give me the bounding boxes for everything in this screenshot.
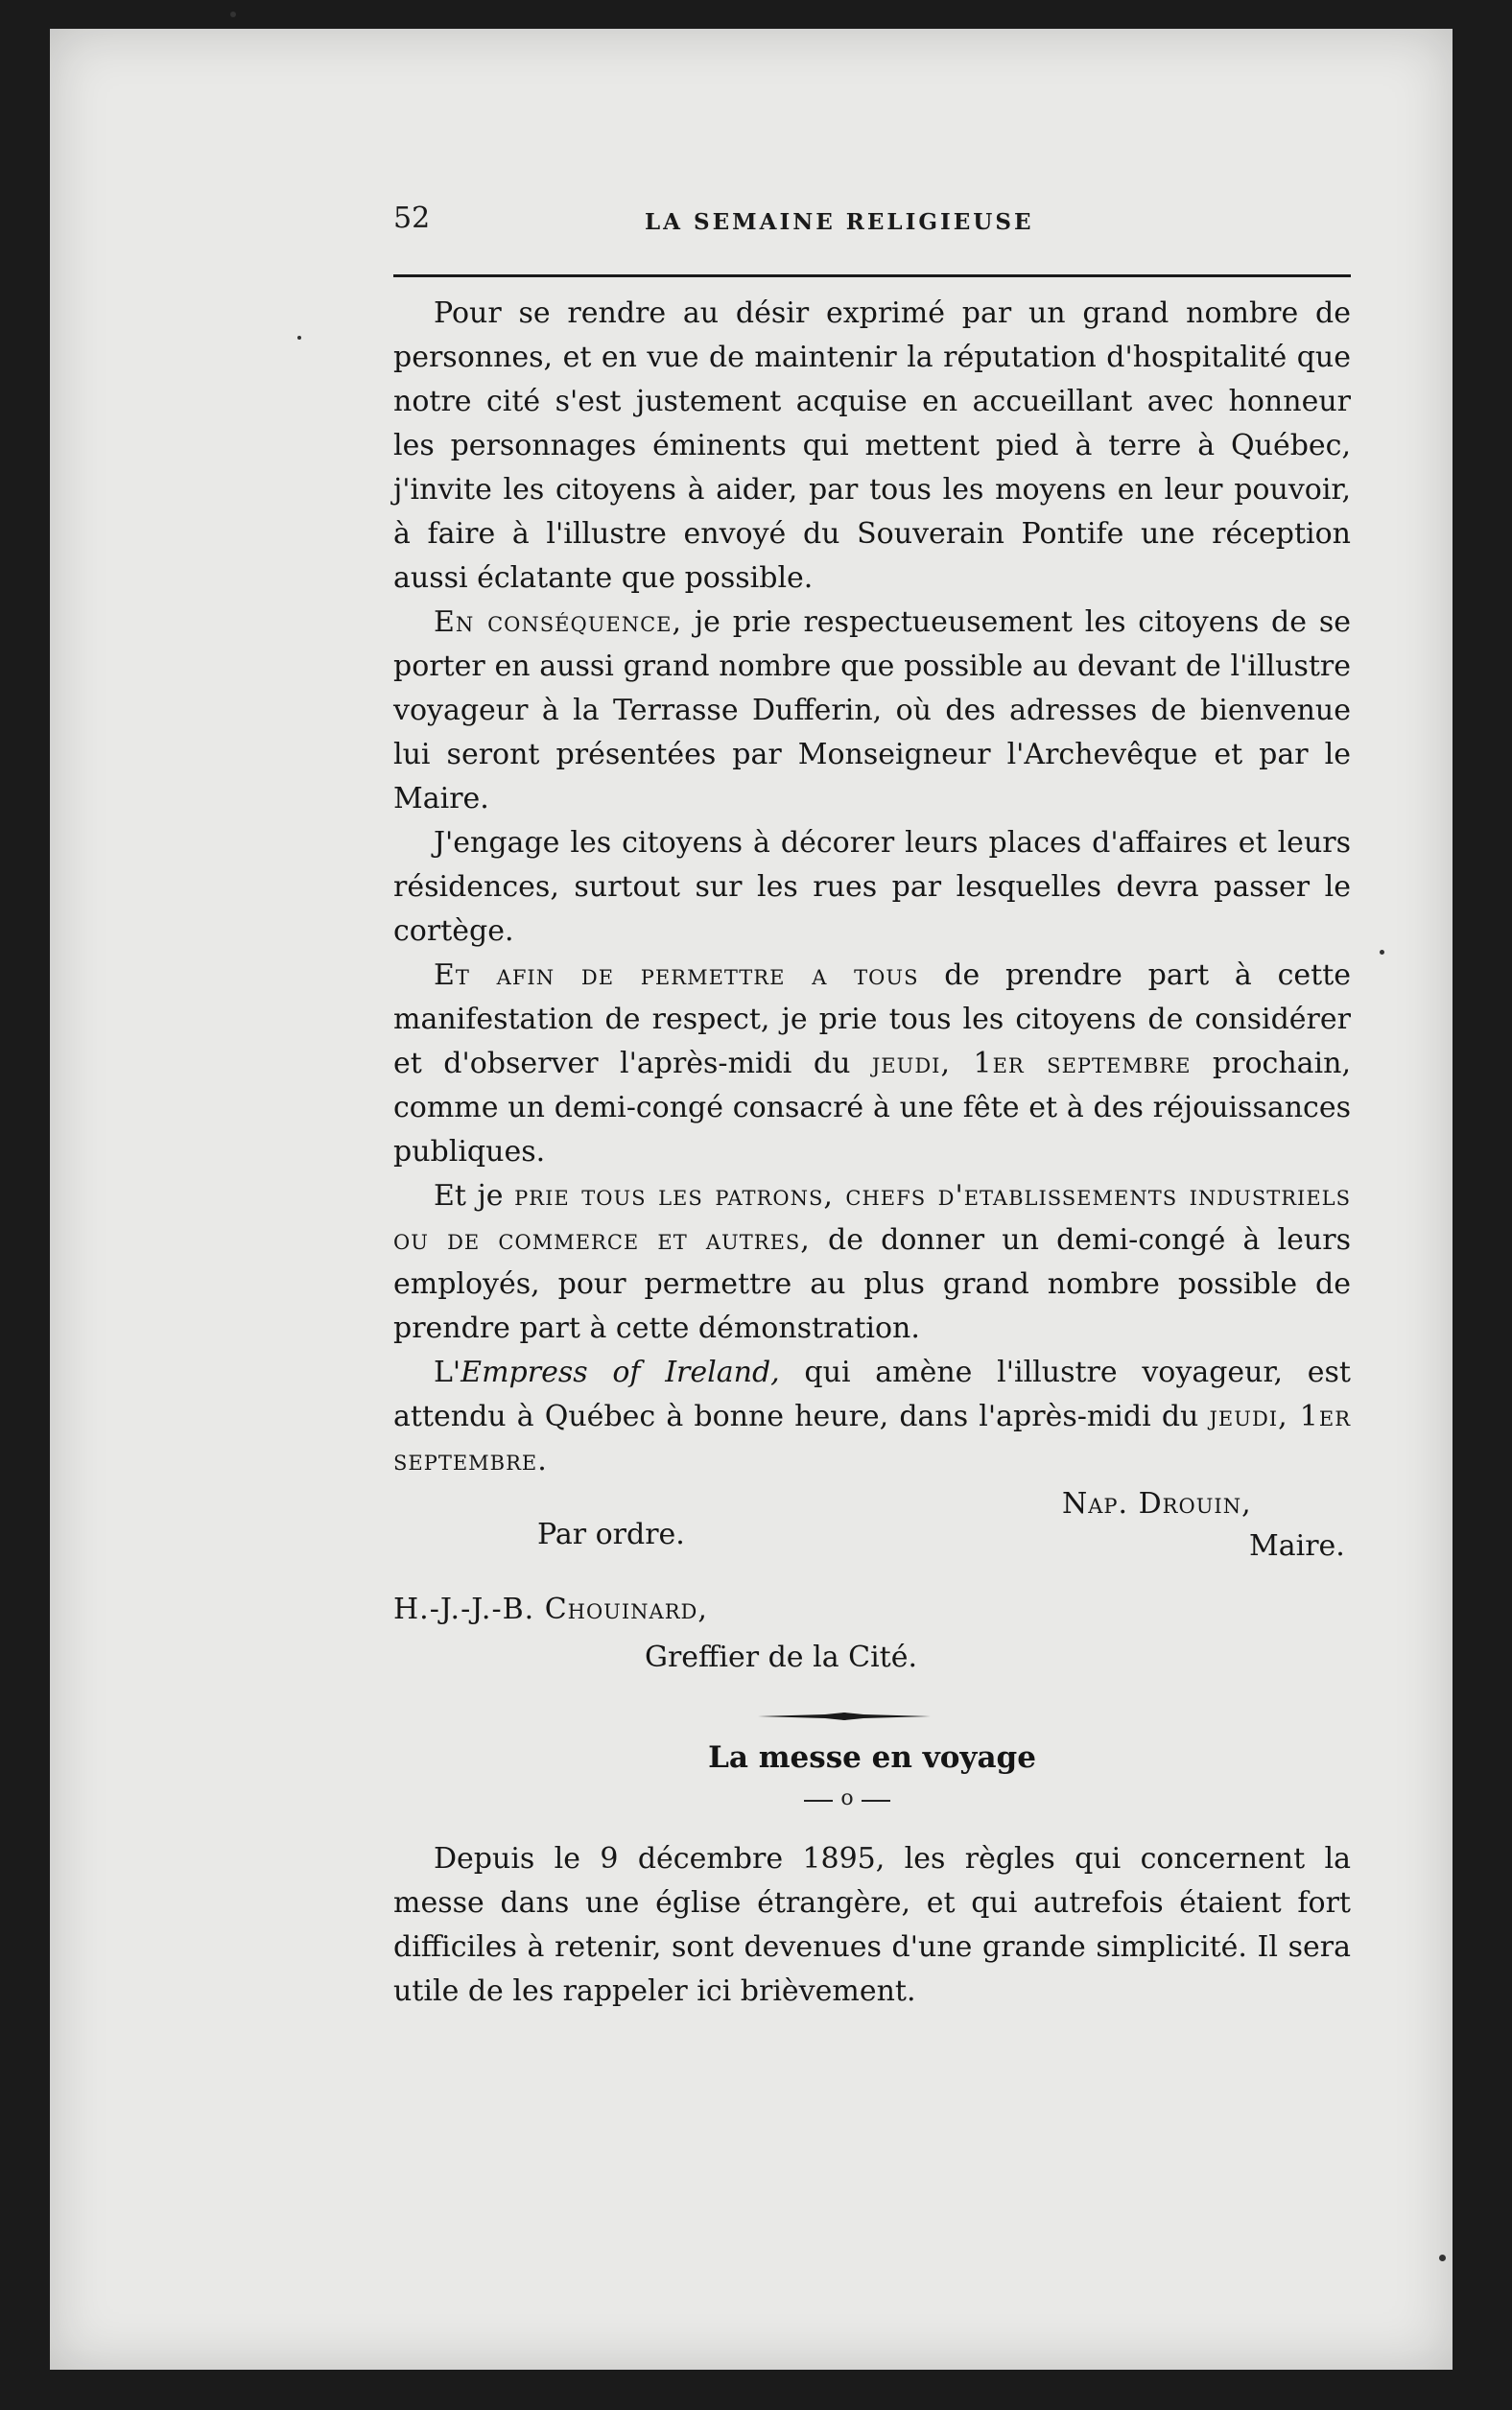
ornament-divider xyxy=(758,1710,931,1723)
paragraph-5 xyxy=(393,1174,1351,1351)
scan-speck xyxy=(230,12,236,17)
paragraph-6-lead: L' xyxy=(434,1356,461,1389)
scan-speck xyxy=(1380,950,1384,955)
signature-block xyxy=(393,1487,1351,1679)
paragraph-2 xyxy=(393,601,1351,821)
mayor-title: Maire. xyxy=(1249,1529,1345,1563)
by-order: Par ordre. xyxy=(537,1518,685,1551)
section-body xyxy=(393,1837,1351,2014)
paragraph-3: J'engage les citoyens à décorer leurs places d'affaires et leurs résidences, surtout sur les rues par lesquelles devra passer le cortège. xyxy=(393,826,1351,948)
clerk-title: Greffier de la Cité. xyxy=(645,1641,918,1674)
paragraph-2-lead: En conséquence, xyxy=(434,605,683,639)
paragraph-5-lead: Et je xyxy=(434,1179,515,1213)
paragraph-6-mid: qui amène l'illustre voyageur, est attendu à Québec à bonne heure, dans l'après-midi du xyxy=(393,1356,1351,1433)
divider-line-left xyxy=(804,1800,833,1802)
paragraph-4 xyxy=(393,954,1351,1174)
paragraph-4-rest: prochain, comme un demi-congé consacré à une fête et à des réjouissances publiques. xyxy=(393,1047,1351,1169)
page-number: 52 xyxy=(393,201,431,235)
clerk-name: H.-J.-J.-B. Chouinard, xyxy=(393,1593,708,1626)
paragraph-4-mid: de prendre part à cette manifestation de respect, je prie tous les citoyens de considérer et d'observer l'après-midi du xyxy=(393,958,1351,1080)
paragraph-6-date: jeudi, 1er septembre. xyxy=(393,1400,1352,1477)
scan-speck xyxy=(1439,2255,1446,2261)
paragraph-4-lead: Et afin de permettre a tous xyxy=(434,958,919,992)
paragraph-4-date: jeudi, 1er septembre xyxy=(871,1047,1192,1080)
paragraph-5-caps: prie tous les patrons, chefs d'etablissements industriels ou de commerce et autres, xyxy=(393,1179,1351,1257)
small-divider xyxy=(804,1786,890,1813)
scan-speck xyxy=(297,336,301,340)
paragraph-2-rest: je prie respectueusement les citoyens de se porter en aussi grand nombre que possible au devant de l'illustre voyageur à la Terrasse Dufferin, où des adresses de bienvenue lui seront présentées par Monseigneur l'Archevêque et par le Maire. xyxy=(393,605,1351,815)
running-title: LA SEMAINE RELIGIEUSE xyxy=(645,209,1034,235)
paragraph-1: Pour se rendre au désir exprimé par un grand nombre de personnes, et en vue de maintenir la réputation d'hospitalité que notre cité s'est justement acquise en accueillant avec honneur les personnages éminents qui mettent pied à terre à Québec, j'invite les citoyens à aider, par tous les moyens en leur pouvoir, à faire à l'illustre envoyé du Souverain Pontife une réception aussi éclatante que possible. xyxy=(393,296,1351,595)
paragraph-6 xyxy=(393,1351,1351,1483)
mayor-name: Nap. Drouin, xyxy=(1062,1487,1252,1521)
page-header xyxy=(393,201,1353,249)
paragraph-6-italic: Empress of Ireland, xyxy=(461,1356,780,1389)
paragraph-5-rest: de donner un demi-congé à leurs employés, pour permettre au plus grand nombre possible de prendre part à cette démonstration. xyxy=(393,1223,1351,1345)
header-rule xyxy=(393,274,1351,277)
proclamation-body xyxy=(393,292,1351,1483)
section-title: La messe en voyage xyxy=(708,1740,1036,1775)
section-paragraph: Depuis le 9 décembre 1895, les règles qui concernent la messe dans une église étrangère, et qui autrefois étaient fort difficiles à retenir, sont devenues d'une grande simplicité. Il sera utile de les rappeler ici brièvement. xyxy=(393,1842,1351,2008)
divider-line-right xyxy=(862,1800,890,1802)
divider-glyph: o xyxy=(840,1786,854,1810)
